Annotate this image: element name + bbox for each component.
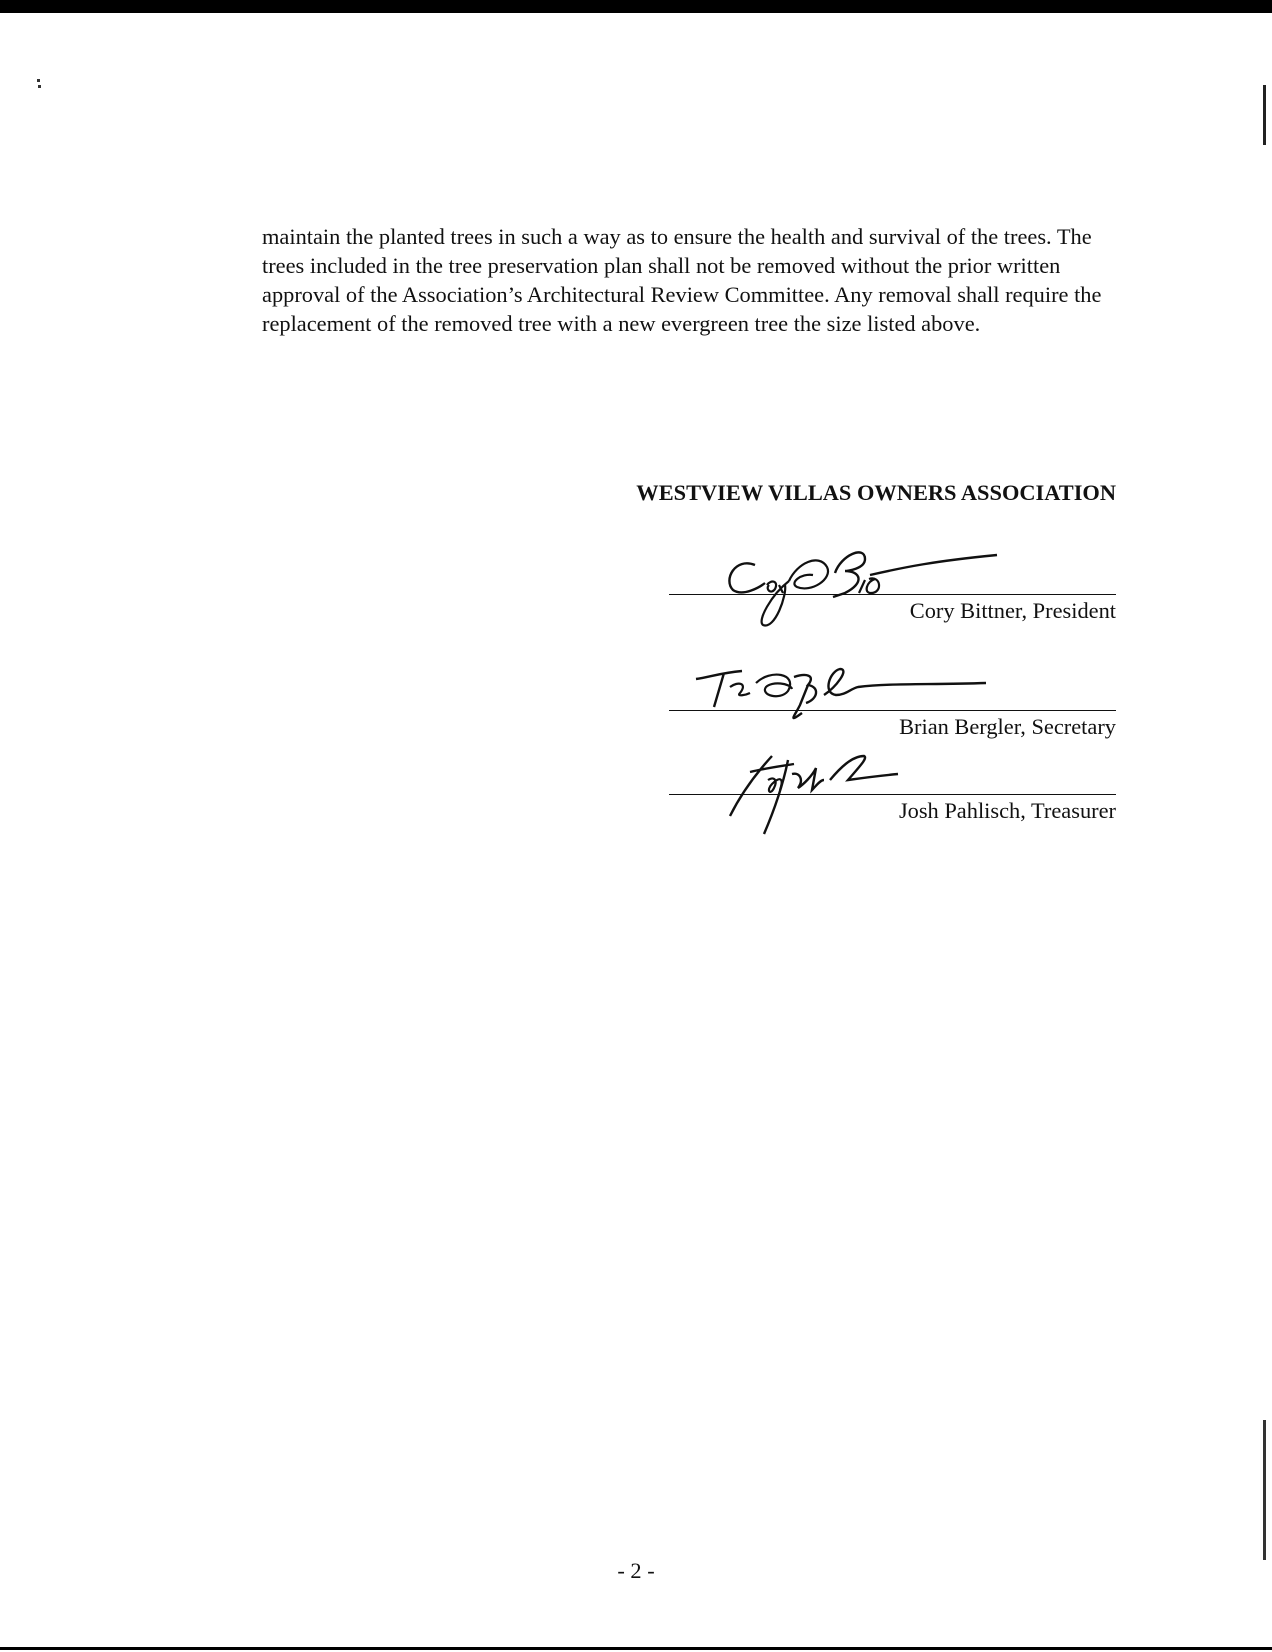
signature-line: [669, 594, 1116, 595]
scan-bottom-border: [0, 1647, 1272, 1650]
signatory-treasurer: Josh Pahlisch, Treasurer: [898, 798, 1116, 823]
page-number: - 2 -: [617, 1558, 655, 1583]
signatory-secretary: Brian Bergler, Secretary: [899, 714, 1116, 739]
signature-line: [669, 794, 1116, 795]
body-paragraph: maintain the planted trees in such a way as to ensure the health and survival of the trees. The trees included in the tree preservation plan shall not be removed without the prior written approval of the Association’s Architectural Review Committee. Any removal shall require the replacement of the removed tree with a new evergreen tree the size listed above.: [262, 224, 1102, 336]
scan-speck: [38, 85, 41, 88]
scan-speck: [37, 79, 40, 82]
signature-treasurer: [720, 750, 950, 840]
scan-top-border: [0, 0, 1272, 13]
organization-name: WESTVIEW VILLAS OWNERS ASSOCIATION: [636, 480, 1116, 505]
signature-line: [669, 710, 1116, 711]
scan-edge-mark: [1263, 85, 1266, 145]
scan-edge-mark: [1263, 1420, 1266, 1560]
signatory-president: Cory Bittner, President: [909, 598, 1116, 623]
